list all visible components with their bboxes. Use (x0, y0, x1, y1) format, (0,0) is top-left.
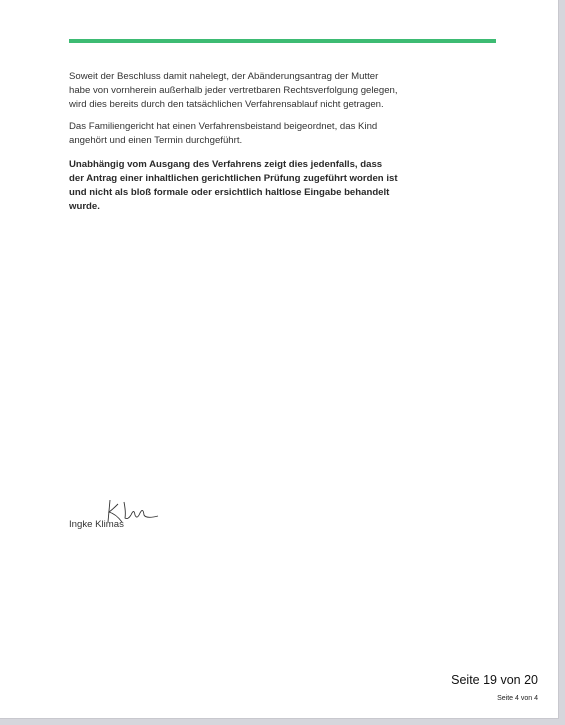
page-number-sub: Seite 4 von 4 (497, 695, 538, 702)
paragraph-line: der Antrag einer inhaltlichen gerichtlichen Prüfung zugeführt worden ist (69, 173, 398, 184)
page-number-main: Seite 19 von 20 (451, 673, 538, 687)
header-rule (69, 39, 496, 43)
paragraph-1 (69, 70, 429, 112)
paragraph-2 (69, 120, 429, 148)
paragraph-line: wird dies bereits durch den tatsächlichen Verfahrensablauf nicht getragen. (69, 99, 384, 110)
paragraph-line: Soweit der Beschluss damit nahelegt, der Abänderungsantrag der Mutter (69, 71, 379, 82)
paragraph-line: wurde. (69, 201, 100, 212)
body-text (69, 70, 429, 222)
paragraph-line: und nicht als bloß formale oder ersichtlich haltlose Eingabe behandelt (69, 187, 390, 198)
paragraph-line: Das Familiengericht hat einen Verfahrensbeistand beigeordnet, das Kind (69, 121, 378, 132)
signer-name: Ingke Klimas (69, 519, 124, 530)
paragraph-line: habe von vornherein außerhalb jeder vertretbaren Rechtsverfolgung gelegen, (69, 85, 398, 96)
paragraph-line: angehört und einen Termin durchgeführt. (69, 135, 243, 146)
paragraph-line: Unabhängig vom Ausgang des Verfahrens zeigt dies jedenfalls, dass (69, 159, 383, 170)
paragraph-3-bold (69, 158, 429, 214)
